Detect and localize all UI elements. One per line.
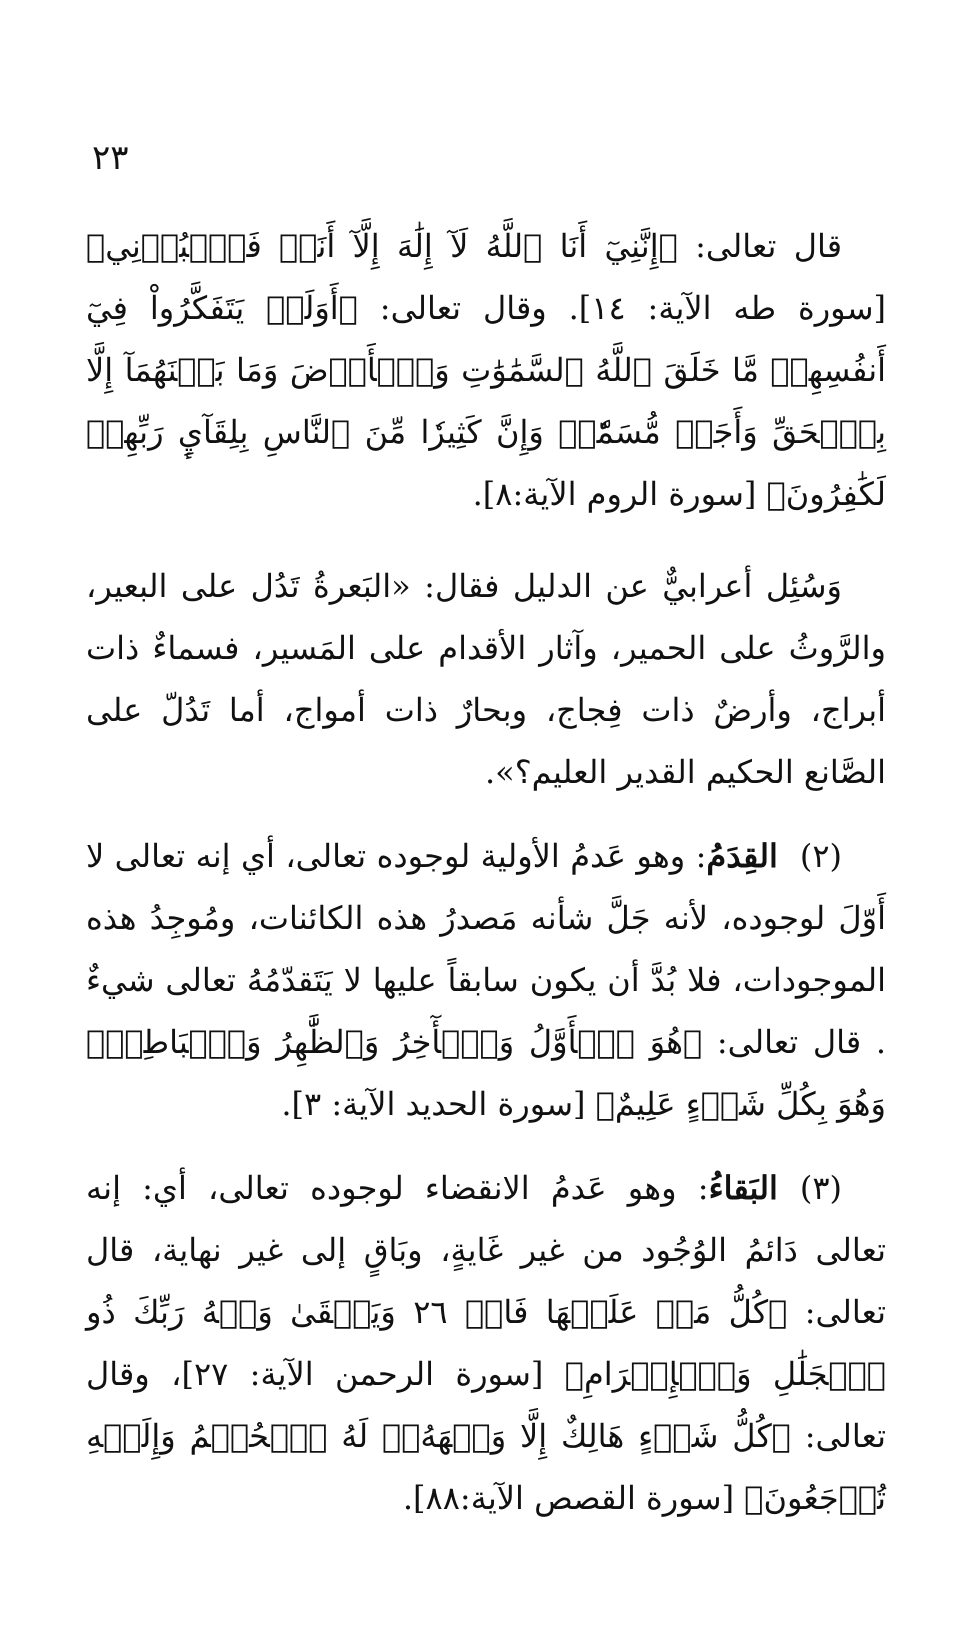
section-number: (٢) (799, 837, 842, 875)
paragraph-qidam (86, 825, 886, 1135)
paragraph-quran-verses: قال تعالى: ﴿إِنَّنِيٓ أَنَا ٱللَّهُ لَآ إِلَٰهَ إِلَّآ أَنَا۠ فَٱعۡبُدۡنِي﴾[سورة طه الآية: ١٤]. وقال تعالى: ﴿أَوَلَمۡ يَتَفَكَّرُواْ فِيٓ أَنفُسِهِمۗ مَّا خَلَقَ ٱللَّهُ ٱلسَّمَٰوَٰتِ وَٱلۡأَرۡضَ وَمَا بَيۡنَهُمَآ إِلَّا بِٱلۡحَقِّ وَأَجَلٖ مُّسَمّٗىۗ وَإِنَّ كَثِيرٗا مِّنَ ٱلنَّاسِ بِلِقَآيِٕ رَبِّهِمۡ لَكَٰفِرُونَ﴾ [سورة الروم الآية:٨]. (86, 227, 887, 513)
section-text: : وهو عَدمُ الأولية لوجوده تعالى، أي إنه تعالى لا أَوّلَ لوجوده، لأنه جَلَّ شأنه مَصدرُ هذه الكائنات، ومُوجِدُ هذه الموجودات، فلا بُدَّ أن يكون سابقاً عليها لا يَتَقدّمُهُ تعالى شيءٌ . قال تعالى: ﴿هُوَ ٱلۡأَوَّلُ وَٱلۡأٓخِرُ وَٱلظَّٰهِرُ وَٱلۡبَاطِنُۖ وَهُوَ بِكُلِّ شَيۡءٍ عَلِيمٌ﴾ [سورة الحديد الآية: ٣]. (86, 837, 886, 1123)
section-term: القِدَمُ (706, 837, 778, 875)
section-term: البَقاءُ (708, 1169, 778, 1207)
paragraph-baqa (86, 1157, 886, 1529)
page-body (86, 215, 886, 1551)
section-text: : وهو عَدمُ الانقضاء لوجوده تعالى، أي: إنه تعالى دَائمُ الوُجُود من غير غَايةٍ، وبَاقٍ إلى غير نهاية، قال تعالى: ﴿كُلُّ مَنۡ عَلَيۡهَا فَانٖ ٢٦ وَيَبۡقَىٰ وَجۡهُ رَبِّكَ ذُو ٱلۡجَلَٰلِ وَٱلۡإِكۡرَامِ﴾ [سورة الرحمن الآية: ٢٧]، وقال تعالى: ﴿كُلُّ شَيۡءٍ هَالِكٌ إِلَّا وَجۡهَهُۥۚ لَهُ ٱلۡحُكۡمُ وَإِلَيۡهِ تُرۡجَعُونَ﴾ [سورة القصص الآية:٨٨]. (86, 1169, 887, 1517)
paragraph-bedouin-saying: وَسُئِل أعرابيٌّ عن الدليل فقال: «البَعرةُ تَدُل على البعير، والرَّوثُ على الحمير، وآثار الأقدام على المَسير، فسماءٌ ذات أبراج، وأرضٌ ذات فِجاج، وبحارٌ ذات أمواج، أما تَدُلّ على الصَّانع الحكيم القدير العليم؟». (86, 567, 886, 791)
page-number: ٢٣ (92, 138, 129, 178)
section-number: (٣) (799, 1169, 842, 1207)
